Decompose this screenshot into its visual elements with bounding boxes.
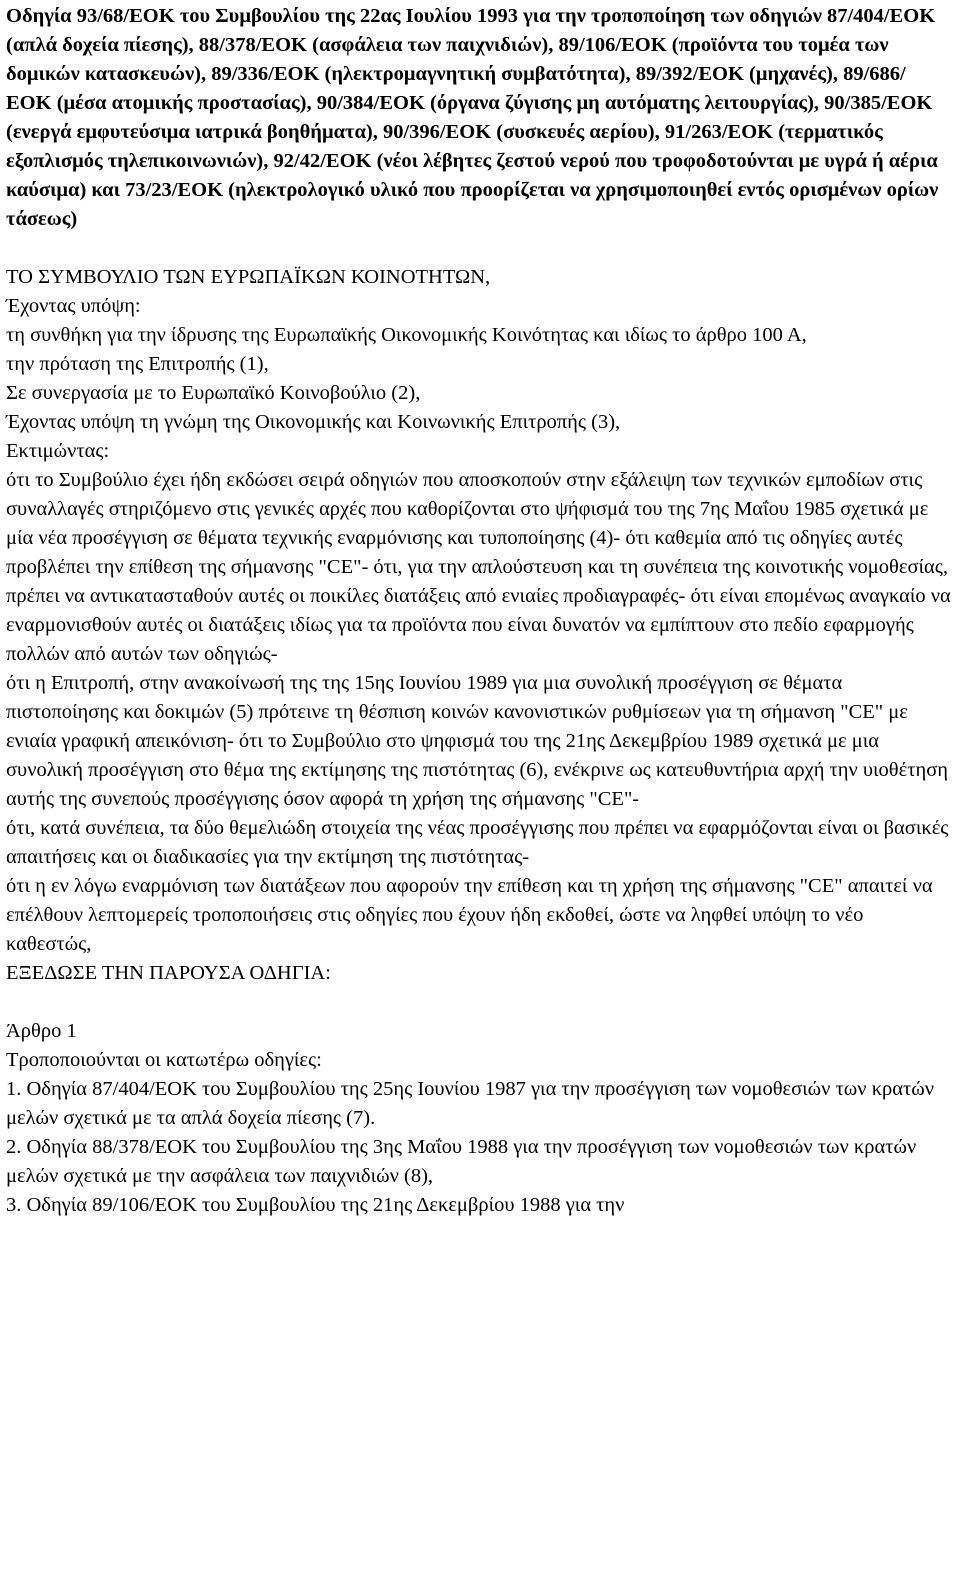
esc-opinion-citation: Έχοντας υπόψη τη γνώμη της Οικονομικής και Κοινωνικής Επιτροπής (3), bbox=[6, 411, 621, 433]
enacting-formula: ΕΞΕΔΩΣΕ ΤΗΝ ΠΑΡΟΥΣΑ ΟΔΗΓΙΑ: bbox=[6, 962, 331, 984]
recital-3: ότι, κατά συνέπεια, τα δύο θεμελιώδη στοιχεία της νέας προσέγγισης που πρέπει να εφαρμόζονται είναι οι βασικές απαιτήσεις και οι διαδικασίες για την εκτίμηση της πιστότητας- bbox=[6, 817, 949, 868]
whereas-heading: Εκτιμώντας: bbox=[6, 440, 110, 462]
article-1-item-2: 2. Οδηγία 88/378/ΕΟΚ του Συμβουλίου της 3ης Μαΐου 1988 για την προσέγγιση των νομοθεσιών των κρατών μελών σχετικά με την ασφάλεια των παιχνιδιών (8), bbox=[6, 1136, 917, 1187]
recital-2: ότι η Επιτροπή, στην ανακοίνωσή της της 15ης Ιουνίου 1989 για μια συνολική προσέγγιση σε θέματα πιστοποίησης και δοκιμών (5) πρότεινε τη θέσπιση κοινών κανονιστικών ρυθμίσεων για τη σήμανση "CE" με ενιαία γραφική απεικόνιση- ότι το Συμβούλιο στο ψηφισμά του της 21ης Δεκεμβρίου 1989 σχετικά με μια συνολική προσέγγιση στο θέμα της εκτίμησης της πιστότητας (6), ενέκρινε ως κατευθυντήρια αρχή την υιοθέτηση αυτής της συνεπούς προσέγγισης όσον αφορά τη χρήση της σήμανσης "CE"- bbox=[6, 672, 948, 810]
treaty-citation: τη συνθήκη για την ίδρυσης της Ευρωπαϊκής Οικονομικής Κοινότητας και ιδίως το άρθρο 100 Α, bbox=[6, 324, 807, 346]
having-regard-heading: Έχοντας υπόψη: bbox=[6, 295, 141, 317]
document-page bbox=[6, 2, 951, 1220]
article-1-item-3: 3. Οδηγία 89/106/ΕΟΚ του Συμβουλίου της 21ης Δεκεμβρίου 1988 για την bbox=[6, 1194, 625, 1216]
council-line: ΤΟ ΣΥΜΒΟΥΛΙΟ ΤΩΝ ΕΥΡΩΠΑΪΚΩΝ ΚΟΙΝΟΤΗΤΩΝ, bbox=[6, 266, 491, 288]
document-title: Οδηγία 93/68/ΕΟΚ του Συμβουλίου της 22ας Ιουλίου 1993 για την τροποποίηση των οδηγιών 87/404/ΕΟΚ (απλά δοχεία πίεσης), 88/378/ΕΟΚ (ασφάλεια των παιχνιδιών), 89/106/ΕΟΚ (προϊόντα του τομέα των δομικών κατασκευών), 89/336/ΕΟΚ (ηλεκτρομαγνητική συμβατότητα), 89/392/ΕΟΚ (μηχανές), 89/686/ΕΟΚ (μέσα ατομικής προστασίας), 90/384/ΕΟΚ (όργανα ζύγισης μη αυτόματης λειτουργίας), 90/385/ΕΟΚ (ενεργά εμφυτεύσιμα ιατρικά βοηθήματα), 90/396/ΕΟΚ (συσκευές αερίου), 91/263/ΕΟΚ (τερματικός εξοπλισμός τηλεπικοινωνιών), 92/42/ΕΟΚ (νέοι λέβητες ζεστού νερού που τροφοδοτούνται με υγρά ή αέρια καύσιμα) και 73/23/ΕΟΚ (ηλεκτρολογικό υλικό που προορίζεται να χρησιμοποιηθεί εντός ορισμένων ορίων τάσεως) bbox=[6, 5, 939, 230]
article-1-intro: Τροποποιούνται οι κατωτέρω οδηγίες: bbox=[6, 1049, 322, 1071]
proposal-citation: την πρόταση της Επιτροπής (1), bbox=[6, 353, 269, 375]
recital-1: ότι το Συμβούλιο έχει ήδη εκδώσει σειρά οδηγιών που αποσκοπούν στην εξάλειψη των τεχνικών εμποδίων στις συναλλαγές στηριζόμενο στις γενικές αρχές που καθορίζονται στο ψήφισμά του της 7ης Μαΐου 1985 σχετικά με μία νέα προσέγγιση σε θέματα τεχνικής εναρμόνισης και τυποποίησης (4)- ότι καθεμία από τις οδηγίες αυτές προβλέπει την επίθεση της σήμανσης "CE"- ότι, για την απλούστευση και τη συνέπεια της κοινοτικής νομοθεσίας, πρέπει να αντικατασταθούν αυτές οι ποικίλες διατάξεις από ενιαίες προδιαγραφές- ότι είναι επομένως αναγκαίο να εναρμονισθούν αυτές οι διατάξεις ιδίως για τα προϊόντα που είναι δυνατόν να εμπίπτουν στο πεδίο εφαρμογής πολλών από αυτών των οδηγιώς- bbox=[6, 469, 951, 665]
article-1-heading: Άρθρο 1 bbox=[6, 1020, 77, 1042]
parliament-citation: Σε συνεργασία με το Ευρωπαϊκό Κοινοβούλιο (2), bbox=[6, 382, 421, 404]
article-1-item-1: 1. Οδηγία 87/404/ΕΟΚ του Συμβουλίου της 25ης Ιουνίου 1987 για την προσέγγιση των νομοθεσιών των κρατών μελών σχετικά με τα απλά δοχεία πίεσης (7). bbox=[6, 1078, 934, 1129]
recital-4: ότι η εν λόγω εναρμόνιση των διατάξεων που αφορούν την επίθεση και τη χρήση της σήμανσης "CE" απαιτεί να επέλθουν λεπτομερείς τροποποιήσεις στις οδηγίες που έχουν ήδη εκδοθεί, ώστε να ληφθεί υπόψη το νέο καθεστώς, bbox=[6, 875, 933, 955]
spacer bbox=[6, 988, 951, 1017]
